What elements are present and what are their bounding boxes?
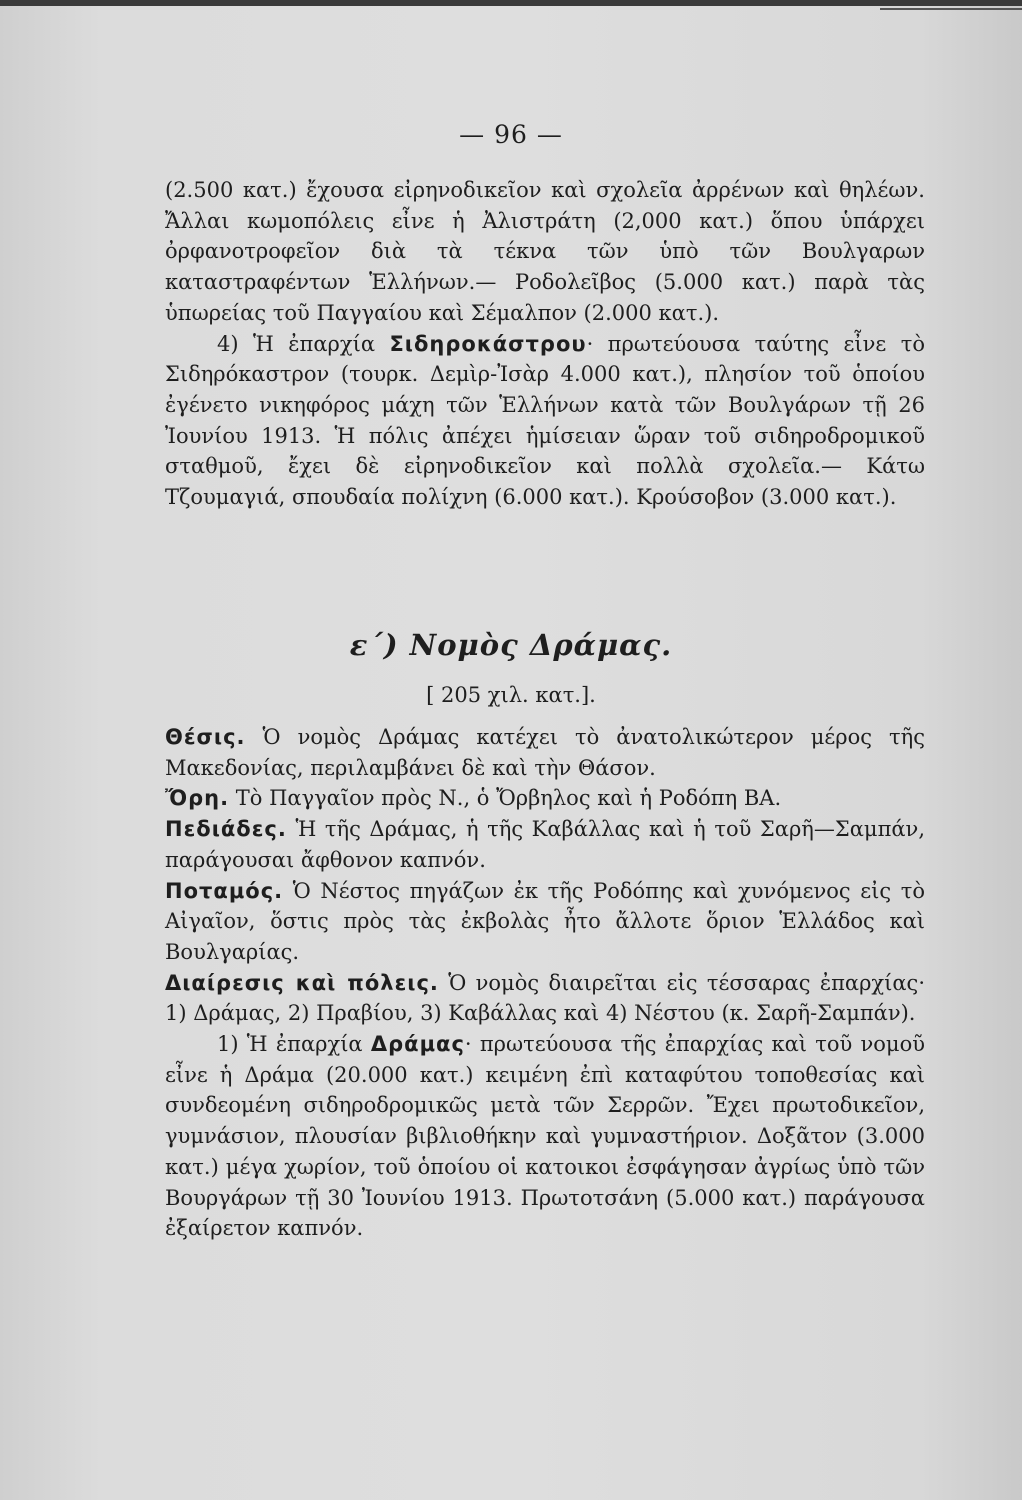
bold-heading: Διαίρεσις καὶ πόλεις. <box>165 970 439 995</box>
paragraph <box>165 1029 925 1244</box>
paragraph <box>165 968 925 1029</box>
paragraph-text: · πρωτεύουσα ταύτης εἶνε τὸ Σιδηρόκαστρον (τουρκ. Δεμὶρ-Ἰσὰρ 4.000 κατ.), πλησίον τοῦ ὁποίου ἐγένετο νικηφόρος μάχη τῶν Ἑλλήνων κατὰ τῶν Βουλγάρων τῇ 26 Ἰουνίου 1913. Ἡ πόλις ἀπέχει ἡμίσειαν ὥραν τοῦ σιδηροδρομικοῦ σταθμοῦ, ἔχει δὲ εἰρηνοδικεῖον καὶ πολλὰ σχολεῖα.— Κάτω Τζουμαγιά, σπουδαία πολίχνη (6.000 κατ.). Κρούσοβον (3.000 κατ.). <box>165 331 925 510</box>
paragraph <box>165 876 925 968</box>
paragraph <box>165 783 925 814</box>
paragraph-text: (2.500 κατ.) ἔχουσα εἰρηνοδικεῖον καὶ σχολεῖα ἀρρένων καὶ θηλέων. Ἄλλαι κωμοπόλεις εἶνε ἡ Ἀλιστράτη (2,000 κατ.) ὅπου ὑπάρχει ὀρφανοτροφεῖον διὰ τὰ τέκνα τῶν ὑπὸ τῶν Βουλγαρων καταστραφέντων Ἑλλήνων.— Ροδολεῖβος (5.000 κατ.) παρὰ τὰς ὑπωρείας τοῦ Παγγαίου καὶ Σέμαλπον (2.000 κατ.). <box>165 178 925 325</box>
bold-heading: Πεδιάδες. <box>165 817 287 842</box>
page-number: — 96 — <box>459 120 563 149</box>
paragraph-text: Ὁ νομὸς διαιρεῖται εἰς τέσσαρας ἐπαρχίας· 1) Δράμας, 2) Πραβίου, 3) Καβάλλας καὶ 4) Νέστου (κ. Σαρῆ-Σαμπάν). <box>165 970 925 1026</box>
bold-heading: Θέσις. <box>165 725 246 749</box>
bold-heading: Δράμας <box>370 1032 465 1057</box>
paragraph <box>165 814 925 875</box>
paragraph-text: Ὁ νομὸς Δράμας κατέχει τὸ ἀνατολικώτερον μέρος τῆς Μακεδονίας, περιλαμβάνει δὲ καὶ τὴν Θάσον. <box>165 725 925 780</box>
bold-heading: Σιδηροκάστρου <box>389 331 587 356</box>
top-border-rule-secondary <box>880 8 1022 10</box>
bold-heading: Ὄρη. <box>165 786 230 811</box>
text-block-top <box>165 175 925 513</box>
section-title: ε΄) Νομὸς Δράμας. <box>349 628 673 662</box>
paragraph-text: · πρωτεύουσα τῆς ἐπαρχίας καὶ τοῦ νομοῦ εἶνε ἡ Δράμα (20.000 κατ.) κειμένη ἐπὶ καταφύτου τοποθεσίας καὶ συνδεομένη σιδηροδρομικῶς μετὰ τῶν Σερρῶν. Ἔχει πρωτοδικεῖον, γυμνάσιον, πλουσίαν βιβλιοθήκην καὶ γυμναστήριον. Δοξᾶτον (3.000 κατ.) μέγα χωρίον, τοῦ ὁποίου οἱ κατοικοι ἐσφάγησαν ἀγρίως ὑπὸ τῶν Βουργάρων τῇ 30 Ἰουνίου 1913. Πρωτοτσάνη (5.000 κατ.) παράγουσα ἐξαίρετον καπνόν. <box>165 1032 925 1241</box>
text-block-bottom <box>165 722 925 1244</box>
paragraph-text: 4) Ἡ ἐπαρχία <box>217 331 390 356</box>
paragraph <box>165 722 925 783</box>
paragraph <box>165 329 925 513</box>
bold-heading: Ποταμός. <box>165 878 284 903</box>
section-area: [ 205 χιλ. κατ.]. <box>426 683 596 707</box>
paragraph-text: Ἡ τῆς Δράμας, ἡ τῆς Καβάλλας καὶ ἡ τοῦ Σαρῆ—Σαμπάν, παράγουσαι ἄφθονον καπνόν. <box>165 817 925 872</box>
paragraph-text: Ὁ Νέστος πηγάζων ἐκ τῆς Ροδόπης καὶ χυνόμενος εἰς τὸ Αἰγαῖον, ὅστις πρὸς τὰς ἐκβολὰς ἦτο ἄλλοτε ὅριον Ἑλλάδος καὶ Βουλγαρίας. <box>165 878 925 964</box>
paragraph <box>165 175 925 329</box>
paragraph-text: 1) Ἡ ἐπαρχία <box>217 1032 371 1057</box>
top-border-rule <box>0 0 1022 6</box>
paragraph-text: Τὸ Παγγαῖον πρὸς Ν., ὁ Ὄρβηλος καὶ ἡ Ροδόπη ΒΑ. <box>229 786 782 811</box>
